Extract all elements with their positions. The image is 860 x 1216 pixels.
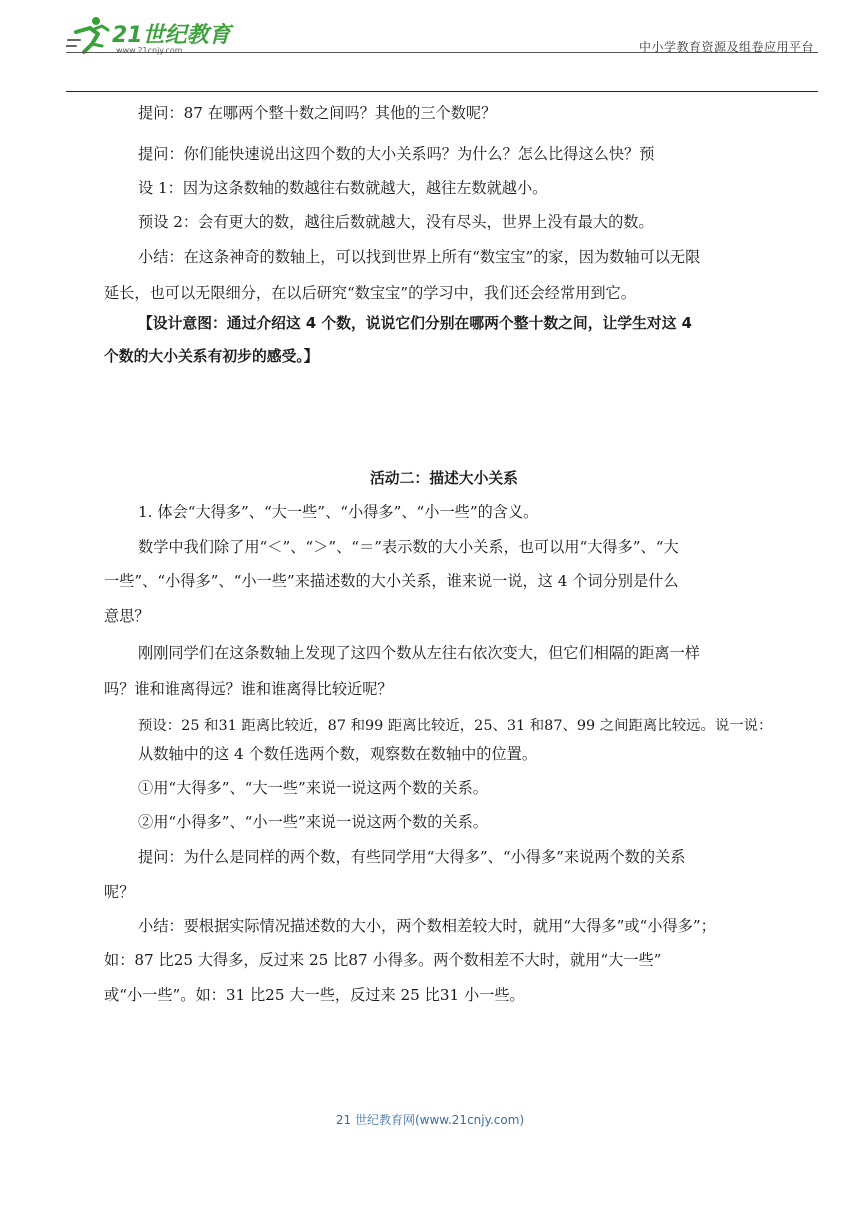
runner-logo-icon	[66, 14, 236, 56]
paragraph: ①用“大得多”、“大一些”来说一说这两个数的关系。	[138, 779, 488, 797]
design-intent: 【设计意图：通过介绍这 4 个数，说说它们分别在哪两个整十数之间，让学生对这 4	[138, 315, 692, 332]
paragraph: 呢？	[104, 883, 135, 901]
paragraph: 预设：25 和31 距离比较近，87 和99 距离比较近，25、31 和87、99 之间距离比较远。说一说：	[138, 718, 773, 734]
logo-text: 21世纪教育	[112, 23, 231, 48]
paragraph: 小结：在这条神奇的数轴上，可以找到世界上所有“数宝宝”的家，因为数轴可以无限	[138, 248, 701, 266]
page-header	[0, 0, 860, 100]
logo-url: www.21cnjy.com	[116, 46, 183, 55]
paragraph: 小结：要根据实际情况描述数的大小，两个数相差较大时，就用“大得多”或“小得多”；	[138, 917, 716, 935]
paragraph: 吗？谁和谁离得远？谁和谁离得比较近呢？	[104, 680, 393, 698]
paragraph: ②用“小得多”、“小一些”来说一说这两个数的关系。	[138, 813, 488, 831]
paragraph: 延长，也可以无限细分，在以后研究“数宝宝”的学习中，我们还会经常用到它。	[104, 284, 636, 302]
paragraph: 或“小一些”。如：31 比25 大一些，反过来 25 比31 小一些。	[104, 986, 525, 1004]
paragraph: 如：87 比25 大得多，反过来 25 比87 小得多。两个数相差不大时，就用“大一些”	[104, 951, 662, 969]
header-rule-thick	[66, 91, 818, 92]
page-footer[interactable]: 21 世纪教育网(www.21cnjy.com)	[335, 1113, 525, 1127]
paragraph: 提问：你们能快速说出这四个数的大小关系吗？为什么？怎么比得这么快？预	[138, 145, 655, 163]
paragraph: 数学中我们除了用“＜”、“＞”、“＝”表示数的大小关系，也可以用“大得多”、“大	[138, 538, 679, 556]
site-logo[interactable]	[66, 14, 236, 56]
design-intent: 个数的大小关系有初步的感受。】	[104, 348, 319, 365]
paragraph: 提问：为什么是同样的两个数，有些同学用“大得多”、“小得多”来说两个数的关系	[138, 848, 686, 866]
paragraph: 设 1：因为这条数轴的数越往右数就越大，越往左数就越小。	[138, 179, 548, 197]
paragraph: 1. 体会“大得多”、“大一些”、“小得多”、“小一些”的含义。	[138, 503, 539, 521]
paragraph: 刚刚同学们在这条数轴上发现了这四个数从左往右依次变大，但它们相隔的距离一样	[138, 644, 700, 662]
header-rule-thin	[66, 52, 818, 53]
paragraph: 提问：87 在哪两个整十数之间吗？其他的三个数呢？	[138, 104, 497, 122]
paragraph: 从数轴中的这 4 个数任选两个数，观察数在数轴中的位置。	[138, 745, 538, 763]
paragraph: 意思？	[104, 607, 150, 625]
paragraph: 一些”、“小得多”、“小一些”来描述数的大小关系，谁来说一说，这 4 个词分别是什么	[104, 572, 679, 590]
platform-name: 中小学教育资源及组卷应用平台	[638, 40, 814, 54]
activity-title: 活动二：描述大小关系	[370, 470, 518, 487]
paragraph: 预设 2：会有更大的数，越往后数就越大，没有尽头，世界上没有最大的数。	[138, 213, 654, 231]
